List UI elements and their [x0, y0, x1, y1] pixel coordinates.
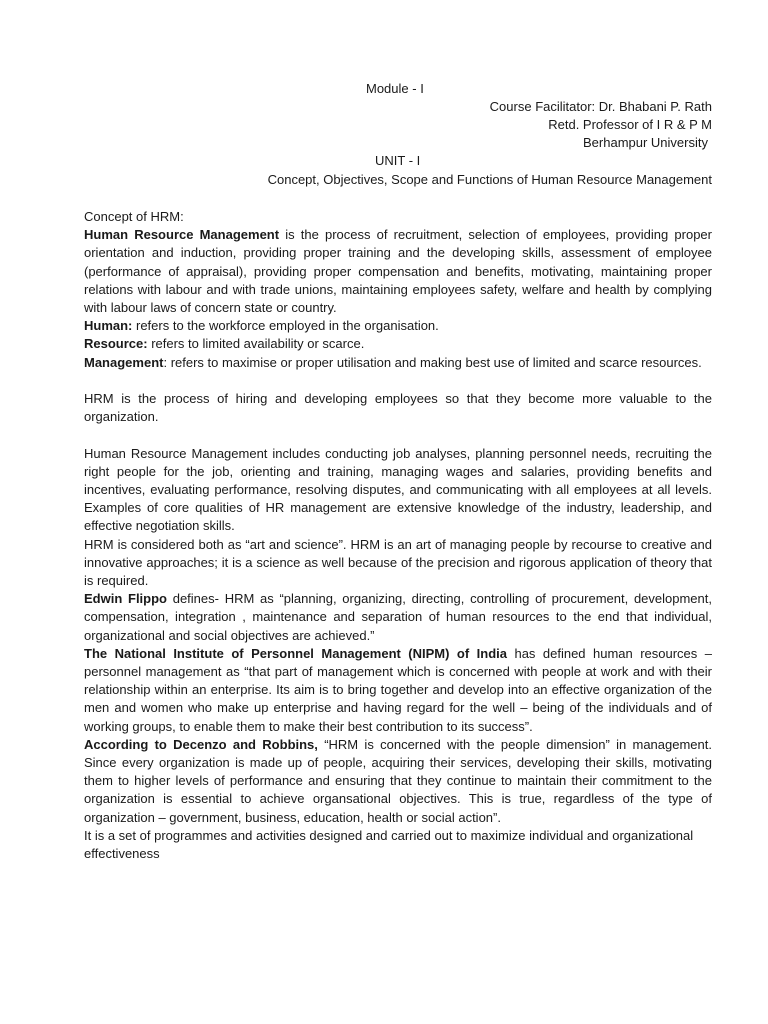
decenzo-text: “HRM is concerned with the people dimension” in management. Since every organization is made up of people, acquiring their services, developing their skills, motivating them to higher levels of performance and ensuring that they continue to maintain their commitment to the organization is essential to achieve organsational objectives. This is true, regardless of the type of organization – government, business, education, health or social action”.	[84, 736, 712, 825]
document-title: Concept, Objectives, Scope and Functions of Human Resource Management	[267, 172, 712, 187]
hrm-definition-text: is the process of recruitment, selection of employees, providing proper orientation and induction, providing proper training and the developing skills, assessment of employee (performance of appraisal), providing proper compensation and benefits, motivating, maintaining proper relations with labour and with trade unions, maintaining employees safety, welfare and health by complying with labour laws of concern state or country.	[84, 227, 712, 316]
paragraph-spacer	[84, 426, 712, 444]
final-paragraph: It is a set of programmes and activities designed and carried out to maximize individual and organizational effectiveness	[84, 827, 694, 862]
management-definition	[84, 354, 712, 372]
module-label: Module - I	[366, 81, 424, 96]
human-term: Human:	[84, 318, 133, 334]
concept-heading: Concept of HRM:	[84, 209, 184, 224]
management-text: : refers to maximise or proper utilisation and making best use of limited and scarce resources.	[163, 354, 702, 370]
resource-definition	[84, 335, 712, 353]
flippo-definition	[84, 590, 712, 645]
hrm-process-paragraph: HRM is the process of hiring and developing employees so that they become more valuable to the organization.	[84, 391, 712, 425]
art-science-paragraph: HRM is considered both as “art and science”. HRM is an art of managing people by recourse to creative and innovative approaches; it is a science as well because of the precision and rigorous application of theory that is required.	[84, 536, 712, 589]
course-facilitator: Course Facilitator: Dr. Bhabani P. Rath	[489, 99, 712, 114]
nipm-text: has defined human resources – personnel management as “that part of management which is concerned with people at work and with their relationship within an enterprise. Its aim is to bring together and develop into an effective organization of the men and women who make up enterprise and having regard for the well – being of the individuals and of working groups, to enable them to make their best contribution to its success”.	[84, 645, 712, 734]
flippo-term: Edwin Flippo	[84, 591, 167, 607]
hrm-term: Human Resource Management	[84, 227, 280, 243]
flippo-text: defines- HRM as “planning, organizing, directing, controlling of procurement, development, compensation, integration , maintenance and separation of human resources to the end that individual, organizational and social objectives are achieved.”	[84, 591, 712, 643]
hrm-includes-paragraph: Human Resource Management includes conducting job analyses, planning personnel needs, recruiting the right people for the job, orienting and training, managing wages and salaries, providing benefits and incentives, evaluating performance, resolving disputes, and communicating with all employees at all levels. Examples of core qualities of HR management are extensive knowledge of the industry, leadership, and effective negotiation skills.	[84, 445, 712, 534]
human-text: refers to the workforce employed in the organisation.	[132, 318, 439, 334]
paragraph-spacer	[84, 372, 712, 390]
professor-title: Retd. Professor of I R & P M	[548, 117, 712, 132]
hrm-definition-paragraph	[84, 226, 712, 317]
decenzo-term: According to Decenzo and Robbins,	[84, 736, 318, 752]
resource-text: refers to limited availability or scarce.	[147, 336, 365, 352]
management-term: Management	[84, 354, 164, 370]
resource-term: Resource:	[84, 336, 148, 352]
university-name: Berhampur University	[583, 135, 708, 150]
decenzo-definition	[84, 736, 712, 827]
document-body	[84, 208, 712, 863]
human-definition	[84, 317, 712, 335]
unit-label: UNIT - I	[375, 153, 421, 168]
nipm-term: The National Institute of Personnel Management (NIPM) of India	[84, 645, 507, 661]
nipm-definition	[84, 645, 712, 736]
